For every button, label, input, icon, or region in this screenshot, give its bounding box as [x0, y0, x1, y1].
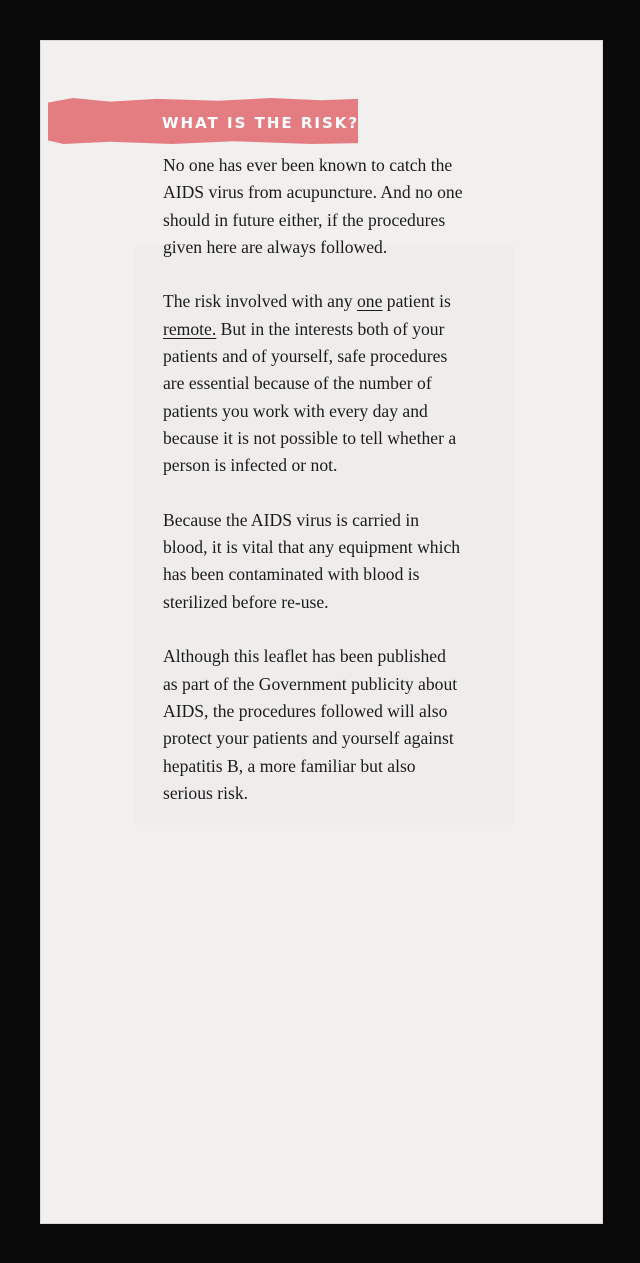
paragraph-hepatitis: Although this leaflet has been published as part of the Government publicity about AIDS, the procedures followed will also protect your patients and yourself against hepatitis B, a more familiar but also serious risk.: [163, 646, 458, 803]
paragraph-no-cases: No one has ever been known to catch the AIDS virus from acupuncture. And no one should in future either, if the procedures given here are always followed.: [163, 155, 463, 257]
paragraph-risk: [163, 288, 463, 479]
leaflet-page: [40, 40, 603, 1224]
risk-text-1: The risk involved with any: [163, 291, 357, 312]
risk-text-2: patient is: [382, 291, 451, 312]
paragraph-blood: Because the AIDS virus is carried in blood, it is vital that any equipment which has been contaminated with blood is sterilized before re-use.: [163, 509, 461, 612]
underlined-one: one: [357, 291, 383, 312]
body-text: [163, 152, 463, 834]
risk-text-3: But in the interests both of your patients and of yourself, safe procedures are essential because of the number of patients you work with every day and because it is not possible to tell whether a person is infected or not.: [163, 318, 457, 476]
underlined-remote: remote.: [163, 318, 217, 339]
section-heading: WHAT IS THE RISK?: [162, 114, 360, 132]
